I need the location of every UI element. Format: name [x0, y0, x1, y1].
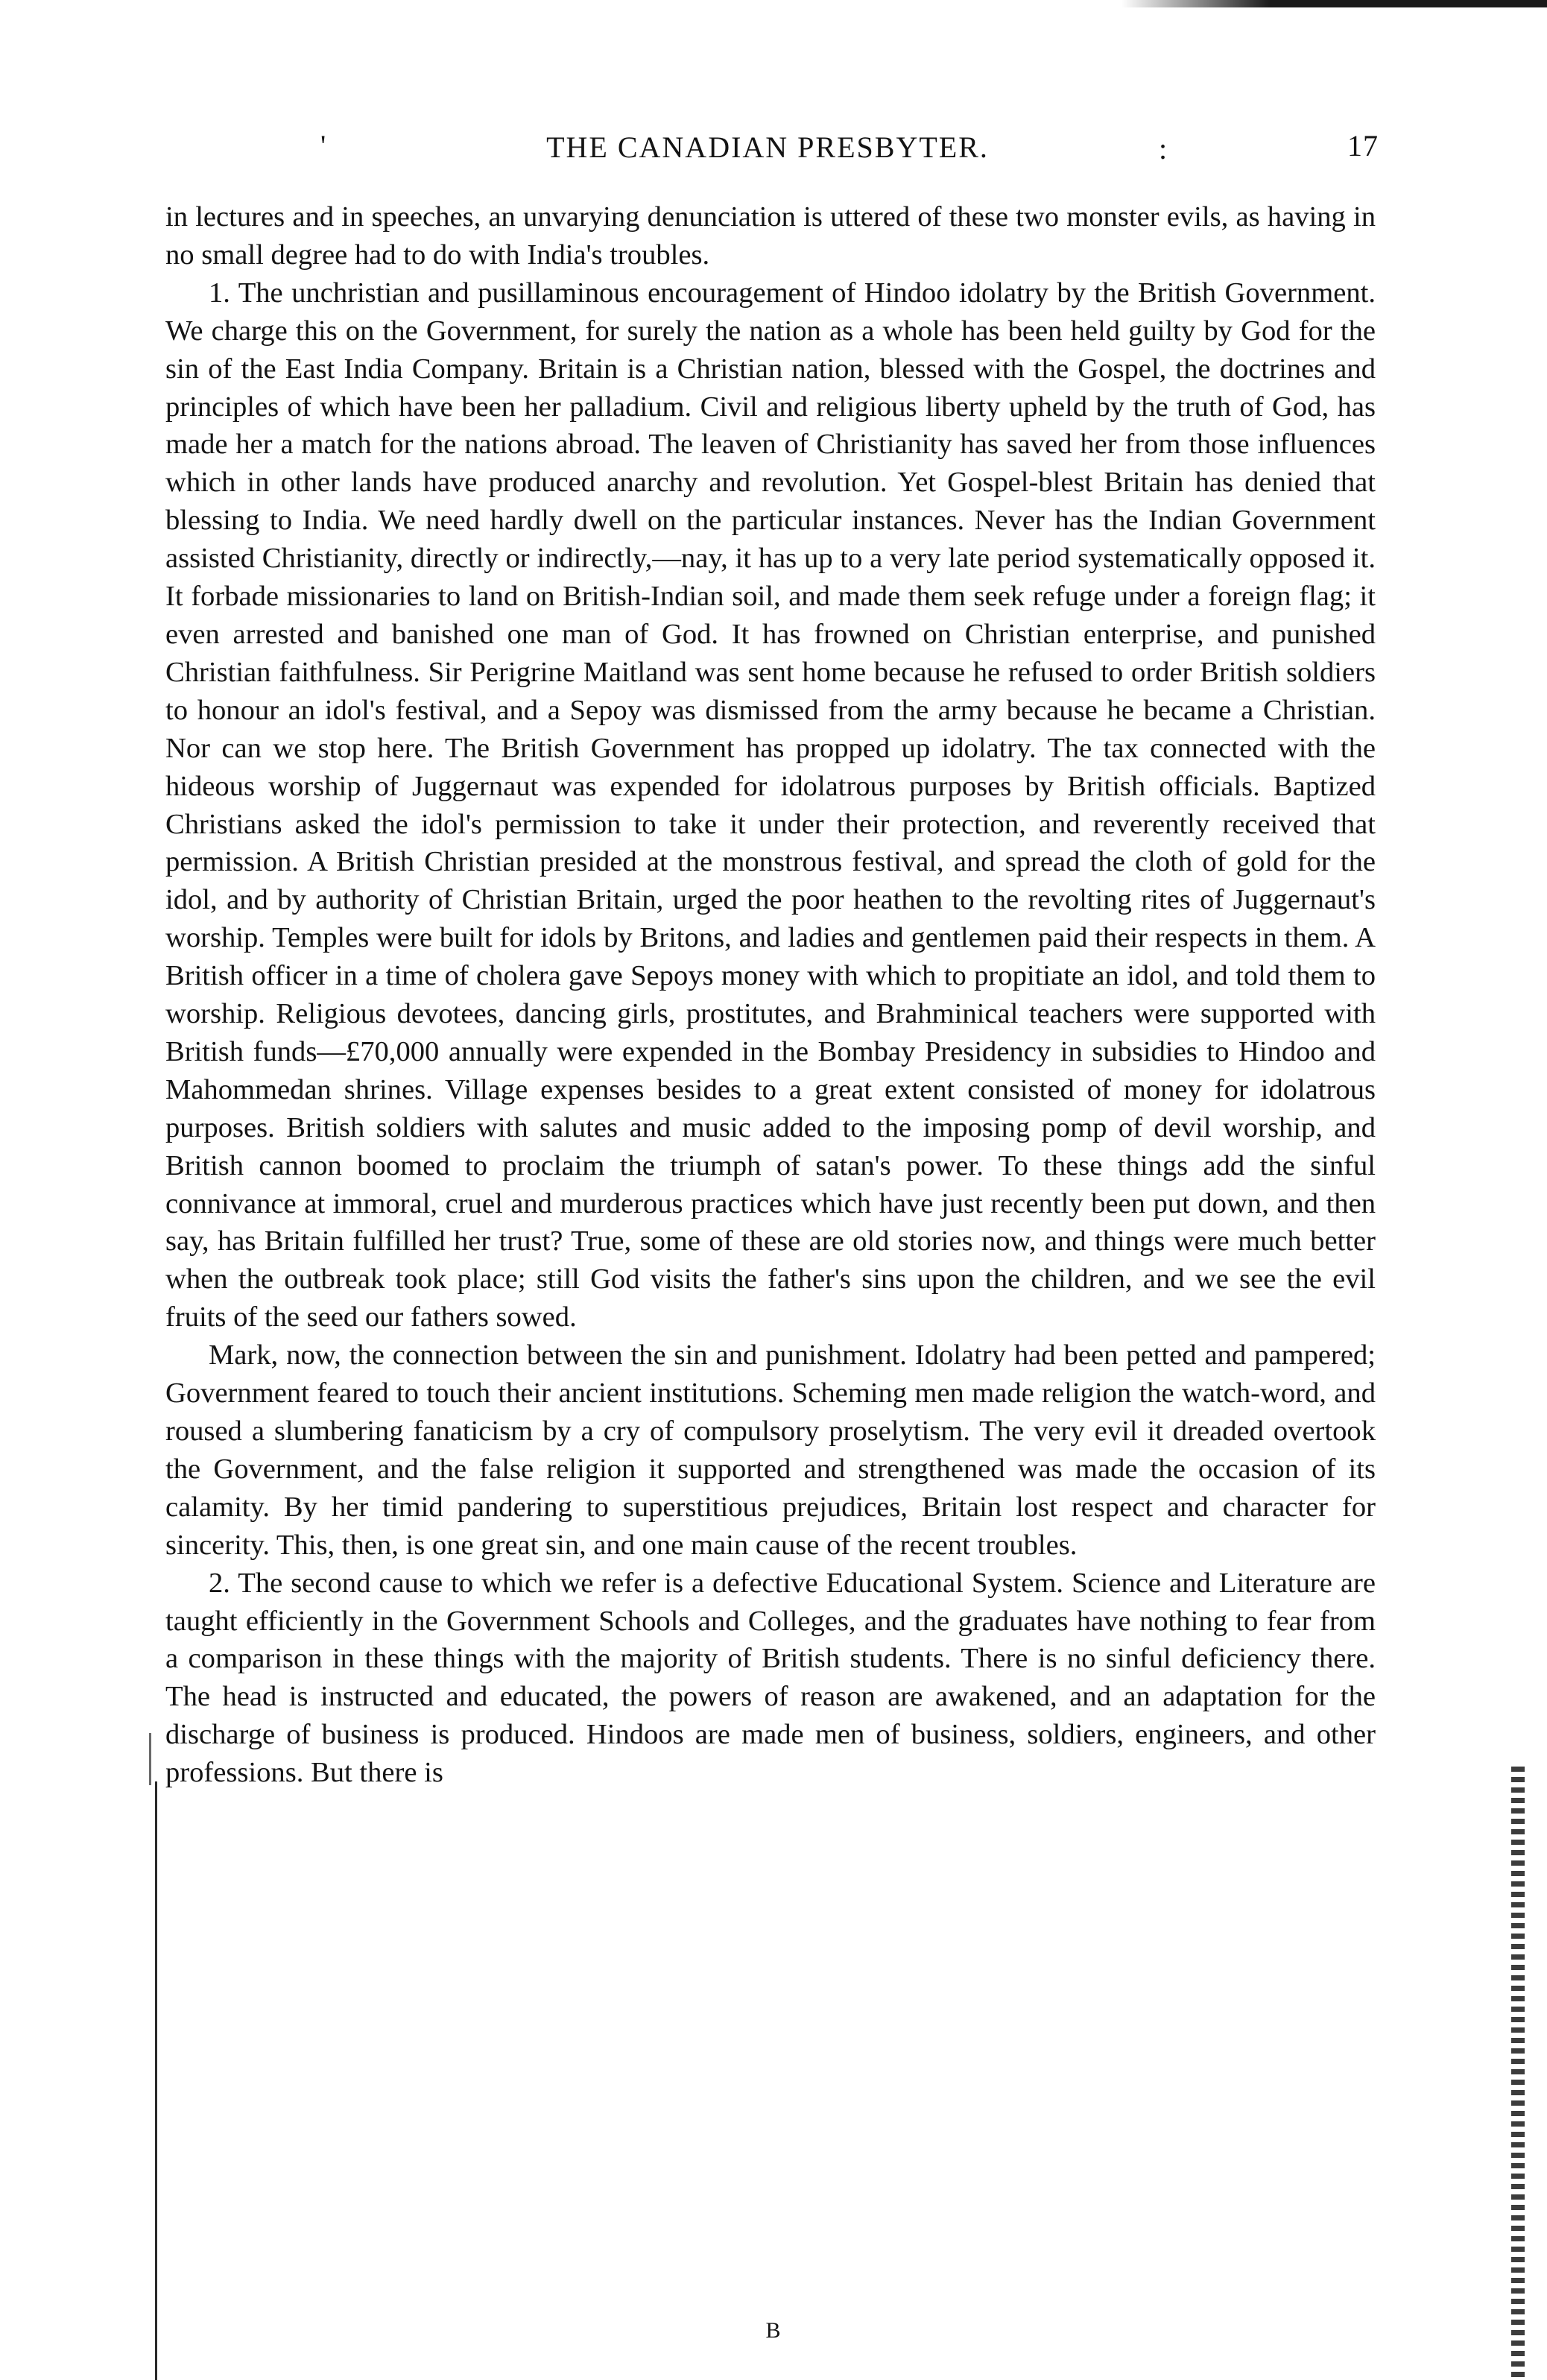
left-margin-line — [155, 1781, 157, 2380]
header-tick-mark: ' — [320, 129, 327, 162]
paragraph-continuation: in lectures and in speeches, an unvarying denunciation is uttered of these two monster evils, as having in no small degree had to do with India's troubles. — [165, 201, 1376, 271]
signature-mark: B — [765, 2318, 782, 2343]
right-binding-edge — [1511, 1767, 1525, 2378]
left-margin-mark — [149, 1733, 151, 1785]
article-body — [165, 198, 1376, 1792]
page-number: 17 — [1347, 129, 1379, 162]
top-edge-rule — [1122, 0, 1547, 7]
header-dot-mark: : — [1159, 132, 1168, 165]
running-header — [156, 125, 1379, 170]
paragraph-connection: Mark, now, the connection between the sin and punishment. Idolatry had been petted and pampered; Government feared to touch their ancient institutions. Scheming men made religion the watch-word, and roused a slumbering fanaticism by a cry of compulsory proselytism. The very evil it dreaded overtook the Government, and the false religion it supported and strengthened was made the occasion of its calamity. By her timid pandering to superstitious prejudices, Britain lost respect and character for sincerity. This, then, is one great sin, and one main cause of the recent troubles. — [165, 1339, 1376, 1561]
paragraph-second-cause: 2. The second cause to which we refer is a defective Educational System. Science and Literature are taught efficiently in the Government Schools and Colleges, and the graduates have nothing to fear from a comparison in these things with the majority of British students. There is no sinful deficiency there. The head is instructed and educated, the powers of reason are awakened, and an adaptation for the discharge of business is produced. Hindoos are made men of business, soldiers, engineers, and other professions. But there is — [165, 1567, 1376, 1789]
paragraph-first-cause: 1. The unchristian and pusillaminous encouragement of Hindoo idolatry by the British Government. We charge this on the Government, for surely the nation as a whole has been held guilty by God for the sin of the East India Company. Britain is a Christian nation, blessed with the Gospel, the doctrines and principles of which have been her palladium. Civil and religious liberty upheld by the truth of God, has made her a match for the nations abroad. The leaven of Christianity has saved her from those influences which in other lands have produced anarchy and revolution. Yet Gospel-blest Britain has denied that blessing to India. We need hardly dwell on the particular instances. Never has the Indian Government assisted Christianity, directly or indirectly,—nay, it has up to a very late period systematically opposed it. It forbade missionaries to land on British-Indian soil, and made them seek refuge under a foreign flag; it even arrested and banished one man of God. It has frowned on Christian enterprise, and punished Christian faithfulness. Sir Perigrine Maitland was sent home because he refused to order British soldiers to honour an idol's festival, and a Sepoy was dismissed from the army because he became a Christian. Nor can we stop here. The British Government has propped up idolatry. The tax connected with the hideous worship of Juggernaut was expended for idolatrous purposes by British officials. Baptized Christians asked the idol's permission to take it under their protection, and reverently received that permission. A British Christian presided at the monstrous festival, and spread the cloth of gold for the idol, and by authority of Christian Britain, urged the poor heathen to the revolting rites of Juggernaut's worship. Temples were built for idols by Britons, and ladies and gentlemen paid their respects in them. A British officer in a time of cholera gave Sepoys money with which to propitiate an idol, and told them to worship. Religious devotees, dancing girls, prostitutes, and Brahminical teachers were supported with British funds—£70,000 annually were expended in the Bombay Presidency in subsidies to Hindoo and Mahommedan shrines. Village expenses besides to a great extent consisted of money for idolatrous purposes. British soldiers with salutes and music added to the imposing pomp of devil worship, and British cannon boomed to proclaim the triumph of satan's power. To these things add the sinful connivance at immoral, cruel and murderous practices which have just recently been put down, and then say, has Britain fulfilled her trust? True, some of these are old stories now, and things were much better when the outbreak took place; still God visits the father's sins upon the children, and we see the evil fruits of the seed our fathers sowed. — [165, 277, 1376, 1333]
journal-title: THE CANADIAN PRESBYTER. — [546, 130, 989, 164]
